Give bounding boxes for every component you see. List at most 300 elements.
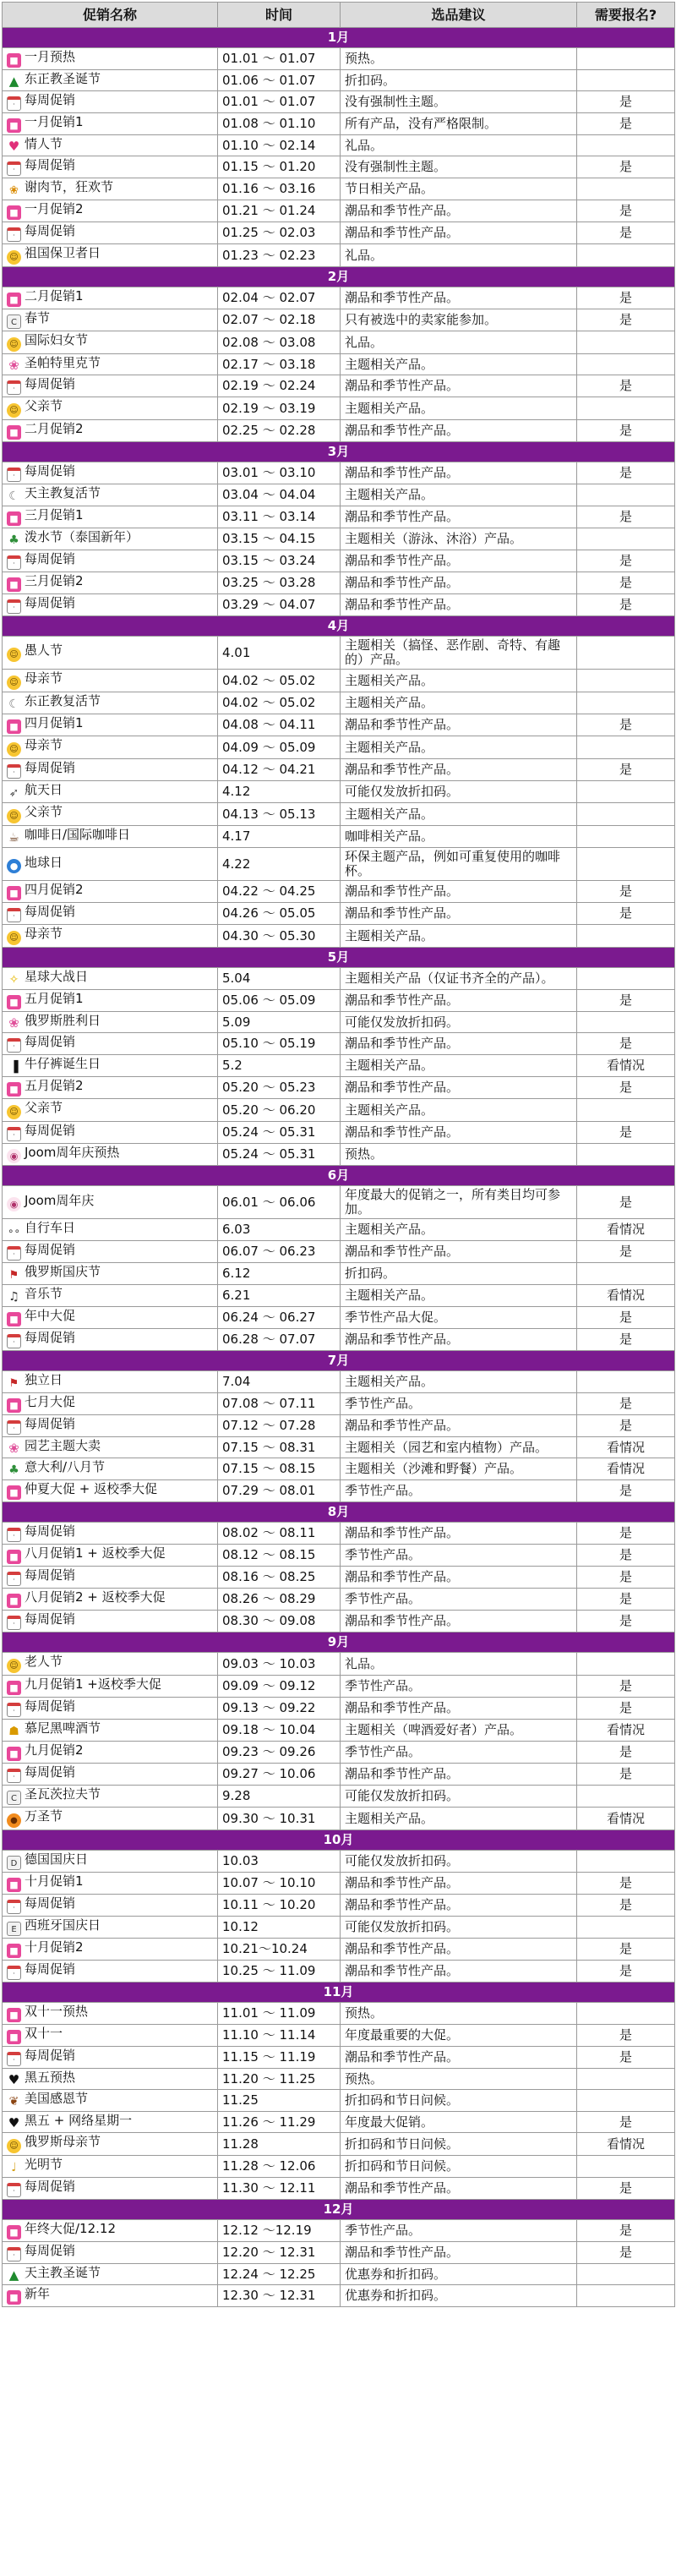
calendar-icon: · (7, 1127, 21, 1141)
registration-required (577, 1144, 675, 1166)
registration-required (577, 397, 675, 420)
registration-required (577, 968, 675, 990)
registration-required (577, 803, 675, 826)
promotion-time: 10.03 (218, 1851, 341, 1873)
registration-required (577, 1099, 675, 1122)
selection-suggestion: 潮品和季节性产品。 (341, 420, 577, 442)
promotion-name: 每周促销 (25, 92, 76, 107)
table-row (3, 528, 675, 550)
promotion-name-cell (3, 484, 218, 506)
promotion-name-cell (3, 200, 218, 222)
promotion-name-cell (3, 1611, 218, 1633)
table-row (3, 1371, 675, 1393)
selection-suggestion: 折扣码。 (341, 70, 577, 91)
table-row (3, 550, 675, 572)
promotion-time: 04.13 ～ 05.13 (218, 803, 341, 826)
table-row (3, 1653, 675, 1676)
bicycle-icon: ∘∘ (7, 1225, 21, 1237)
d-box-icon: D (7, 1856, 21, 1870)
selection-suggestion: 潮品和季节性产品。 (341, 1961, 577, 1983)
month-label: 8月 (3, 1502, 675, 1523)
table-row (3, 178, 675, 200)
promotion-name-cell (3, 1012, 218, 1033)
selection-suggestion: 主题相关产品。 (341, 1371, 577, 1393)
promotion-name-cell (3, 113, 218, 135)
promotion-name: 黑五 + 网络星期一 (25, 2113, 133, 2128)
selection-suggestion: 潮品和季节性产品。 (341, 714, 577, 736)
registration-required: 看情况 (577, 1808, 675, 1830)
promotion-time: 02.25 ～ 02.28 (218, 420, 341, 442)
table-row (3, 1122, 675, 1144)
registration-required: 看情况 (577, 2133, 675, 2156)
globe-icon: ● (7, 859, 21, 873)
promotion-name: 老人节 (25, 1654, 63, 1669)
promotion-time: 04.09 ～ 05.09 (218, 736, 341, 759)
promotion-time: 03.04 ～ 04.04 (218, 484, 341, 506)
gift-icon: ■ (7, 2008, 21, 2022)
promotion-time: 02.19 ～ 03.19 (218, 397, 341, 420)
promotion-time: 11.30 ～ 12.11 (218, 2178, 341, 2200)
promotion-name-cell (3, 462, 218, 484)
promotion-name-cell (3, 759, 218, 781)
promotion-name: 每周促销 (25, 2048, 76, 2063)
promotion-time: 05.24 ～ 05.31 (218, 1144, 341, 1166)
month-header-row (3, 948, 675, 968)
promotion-time: 6.21 (218, 1285, 341, 1307)
promotion-name: 母亲节 (25, 926, 63, 941)
table-row (3, 135, 675, 156)
promotion-name-cell (3, 2090, 218, 2112)
promotion-name: 每周促销 (25, 2243, 76, 2258)
jeans-icon: ▐ (9, 1061, 19, 1074)
promotion-time: 10.25 ～ 11.09 (218, 1961, 341, 1983)
face-icon: ☺ (7, 809, 21, 823)
promotion-name-cell (3, 1676, 218, 1698)
registration-required: 看情况 (577, 1720, 675, 1742)
calendar-icon: · (7, 1420, 21, 1435)
table-row (3, 1961, 675, 1983)
promotion-name-cell (3, 1307, 218, 1329)
rocket-icon: ➶ (8, 786, 19, 800)
promotion-name: 新年 (25, 2286, 51, 2301)
cake-icon: ◉ (7, 1197, 21, 1211)
promotion-name: 光明节 (25, 2157, 63, 2172)
registration-required: 是 (577, 420, 675, 442)
registration-required: 是 (577, 759, 675, 781)
registration-required (577, 637, 675, 670)
registration-required: 是 (577, 1329, 675, 1351)
christmas-tree-icon: ▲ (8, 2267, 19, 2283)
registration-required (577, 178, 675, 200)
palm-icon: ♣ (8, 533, 19, 547)
table-row (3, 2156, 675, 2178)
promotion-name: 一月促销1 (25, 114, 84, 129)
promotion-time: 08.02 ～ 08.11 (218, 1523, 341, 1545)
table-row (3, 309, 675, 331)
gift-icon: ■ (7, 1594, 21, 1608)
table-row (3, 420, 675, 442)
selection-suggestion: 潮品和季节性产品。 (341, 462, 577, 484)
table-row (3, 222, 675, 244)
christmas-tree-icon: ▲ (8, 74, 19, 89)
table-row (3, 2242, 675, 2264)
promotion-name-cell (3, 925, 218, 948)
selection-suggestion: 潮品和季节性产品。 (341, 759, 577, 781)
registration-required (577, 2003, 675, 2025)
selection-suggestion: 潮品和季节性产品。 (341, 1939, 577, 1961)
promotion-name: 东正教复活节 (25, 693, 101, 708)
promotion-time: 01.01 ～ 01.07 (218, 91, 341, 113)
promotion-name-cell (3, 70, 218, 91)
table-row (3, 637, 675, 670)
selection-suggestion: 可能仅发放折扣码。 (341, 1917, 577, 1939)
registration-required (577, 244, 675, 267)
registration-required (577, 354, 675, 375)
gift-icon: ■ (7, 995, 21, 1009)
promotion-time: 02.19 ～ 02.24 (218, 375, 341, 397)
table-row (3, 1939, 675, 1961)
promotion-name: 每周促销 (25, 595, 76, 610)
promotion-name: 谢肉节，狂欢节 (25, 179, 114, 194)
registration-required: 是 (577, 1186, 675, 1219)
promotion-time: 4.01 (218, 637, 341, 670)
c-box-icon: C (7, 1791, 21, 1805)
promotion-name: 一月促销2 (25, 201, 84, 216)
selection-suggestion: 季节性产品。 (341, 1589, 577, 1611)
promotion-time: 01.21 ～ 01.24 (218, 200, 341, 222)
promotion-name: 咖啡日/国际咖啡日 (25, 827, 131, 842)
promotion-name: 自行车日 (25, 1220, 76, 1235)
gift-icon: ■ (7, 1681, 21, 1695)
coffee-icon: ☕ (8, 831, 19, 845)
table-row (3, 1895, 675, 1917)
promotion-name: 万圣节 (25, 1808, 63, 1824)
promotion-name-cell (3, 287, 218, 309)
promotion-name-cell (3, 506, 218, 528)
selection-suggestion: 潮品和季节性产品。 (341, 1873, 577, 1895)
promotion-time: 03.29 ～ 04.07 (218, 594, 341, 616)
promotion-name: 星球大战日 (25, 969, 89, 984)
table-row (3, 848, 675, 881)
promotion-name: 双十一 (25, 2026, 63, 2041)
promotion-name: 每周促销 (25, 463, 76, 479)
table-row (3, 70, 675, 91)
promotion-name-cell (3, 1329, 218, 1351)
promotion-time: 11.15 ～ 11.19 (218, 2047, 341, 2069)
table-row (3, 1329, 675, 1351)
calendar-icon: · (7, 1038, 21, 1053)
selection-suggestion: 咖啡相关产品。 (341, 826, 577, 848)
promotion-name-cell (3, 156, 218, 178)
selection-suggestion: 主题相关产品。 (341, 736, 577, 759)
selection-suggestion: 主题相关产品（仅证书齐全的产品）。 (341, 968, 577, 990)
selection-suggestion: 年度最大的促销之一，所有类目均可参加。 (341, 1186, 577, 1219)
selection-suggestion: 所有产品，没有严格限制。 (341, 113, 577, 135)
promotion-name: 每周促销 (25, 760, 76, 775)
month-header-row (3, 2200, 675, 2220)
selection-suggestion: 主题相关产品。 (341, 670, 577, 692)
calendar-icon: · (7, 1528, 21, 1542)
registration-required: 是 (577, 2025, 675, 2047)
promotion-name: 祖国保卫者日 (25, 245, 101, 260)
promotion-name-cell (3, 2025, 218, 2047)
gift-icon: ■ (7, 1878, 21, 1892)
promotion-name: 每周促销 (25, 376, 76, 391)
registration-required (577, 2090, 675, 2112)
flag-icon: ⚑ (8, 1269, 19, 1282)
promotion-name: 五月促销1 (25, 991, 84, 1006)
selection-suggestion: 主题相关（园艺和室内植物）产品。 (341, 1437, 577, 1458)
table-row (3, 759, 675, 781)
promotion-name: 每周促销 (25, 2179, 76, 2194)
face-icon: ☺ (7, 1659, 21, 1673)
promotion-name-cell (3, 637, 218, 670)
registration-required: 是 (577, 1480, 675, 1502)
promotion-time: 11.28 ～ 12.06 (218, 2156, 341, 2178)
selection-suggestion: 潮品和季节性产品。 (341, 1895, 577, 1917)
promotion-time: 01.23 ～ 02.23 (218, 244, 341, 267)
promotion-time: 07.15 ～ 08.31 (218, 1437, 341, 1458)
palm-icon: ♣ (8, 1463, 19, 1477)
selection-suggestion: 主题相关产品。 (341, 1285, 577, 1307)
promotion-name-cell (3, 1939, 218, 1961)
promotion-name-cell (3, 1589, 218, 1611)
promotion-name-cell (3, 1186, 218, 1219)
sparkle-icon: ✧ (8, 973, 19, 987)
carnival-icon: ❀ (9, 184, 19, 197)
promotion-time: 12.12 ～12.19 (218, 2220, 341, 2242)
selection-suggestion: 预热。 (341, 48, 577, 70)
promotion-time: 07.08 ～ 07.11 (218, 1393, 341, 1415)
table-body (3, 28, 675, 2307)
promotion-name-cell (3, 1808, 218, 1830)
selection-suggestion: 折扣码。 (341, 1263, 577, 1285)
table-row (3, 1012, 675, 1033)
month-label: 6月 (3, 1166, 675, 1186)
selection-suggestion: 只有被选中的卖家能参加。 (341, 309, 577, 331)
table-row (3, 1219, 675, 1241)
table-row (3, 692, 675, 714)
promotion-name: 慕尼黑啤酒节 (25, 1720, 101, 1736)
table-row (3, 2133, 675, 2156)
calendar-icon: · (7, 764, 21, 779)
month-label: 12月 (3, 2200, 675, 2220)
registration-required: 是 (577, 91, 675, 113)
selection-suggestion: 可能仅发放折扣码。 (341, 1786, 577, 1808)
face-icon: ☺ (7, 931, 21, 945)
promotion-name: 每周促销 (25, 551, 76, 566)
promotion-name: 每周促销 (25, 1242, 76, 1257)
promotion-time: 01.25 ～ 02.03 (218, 222, 341, 244)
promotion-time: 6.03 (218, 1219, 341, 1241)
selection-suggestion: 潮品和季节性产品。 (341, 1033, 577, 1055)
promotion-name-cell (3, 968, 218, 990)
promotion-time: 02.04 ～ 02.07 (218, 287, 341, 309)
promotion-name-cell (3, 2069, 218, 2090)
selection-suggestion: 礼品。 (341, 135, 577, 156)
promotion-name: 每周促销 (25, 157, 76, 172)
table-row (3, 990, 675, 1012)
promotion-name: 每周促销 (25, 1330, 76, 1345)
promotion-name-cell (3, 1055, 218, 1077)
turkey-icon: ❦ (8, 2095, 19, 2108)
promotion-name: 俄罗斯国庆节 (25, 1264, 101, 1279)
promotion-time: 02.08 ～ 03.08 (218, 331, 341, 354)
promotion-name-cell (3, 2133, 218, 2156)
registration-required: 看情况 (577, 1055, 675, 1077)
promotion-time: 01.10 ～ 02.14 (218, 135, 341, 156)
promotion-name: 九月促销2 (25, 1742, 84, 1758)
registration-required: 是 (577, 506, 675, 528)
promotion-name-cell (3, 550, 218, 572)
promotion-time: 9.28 (218, 1786, 341, 1808)
promotion-name: 三月促销1 (25, 507, 84, 522)
promotion-name-cell (3, 1077, 218, 1099)
promotion-name: 年终大促/12.12 (25, 2221, 116, 2236)
table-row (3, 1144, 675, 1166)
registration-required (577, 1786, 675, 1808)
moon-icon: ☾ (8, 489, 19, 503)
promotion-name: 音乐节 (25, 1286, 63, 1301)
gift-icon: ■ (7, 1082, 21, 1097)
table-row (3, 1415, 675, 1437)
registration-required: 是 (577, 2178, 675, 2200)
month-header-row (3, 616, 675, 637)
promotion-name: 年中大促 (25, 1308, 76, 1323)
registration-required (577, 1851, 675, 1873)
promotion-name: 三月促销2 (25, 573, 84, 588)
selection-suggestion: 折扣码和节日问候。 (341, 2090, 577, 2112)
registration-required: 看情况 (577, 1458, 675, 1480)
selection-suggestion: 季节性产品大促。 (341, 1307, 577, 1329)
promotion-name: Joom周年庆预热 (25, 1145, 120, 1160)
promotion-name: 每周促销 (25, 1123, 76, 1138)
month-label: 1月 (3, 28, 675, 48)
promotion-time: 5.2 (218, 1055, 341, 1077)
face-icon: ☺ (7, 337, 21, 352)
table-row (3, 1851, 675, 1873)
registration-required: 是 (577, 1307, 675, 1329)
table-row (3, 1523, 675, 1545)
table-row (3, 1285, 675, 1307)
selection-suggestion: 季节性产品。 (341, 2220, 577, 2242)
registration-required (577, 2156, 675, 2178)
promotion-name-cell (3, 1099, 218, 1122)
selection-suggestion: 礼品。 (341, 244, 577, 267)
promotion-name-cell (3, 528, 218, 550)
promotion-name: 黑五预热 (25, 2070, 76, 2085)
registration-required: 是 (577, 462, 675, 484)
calendar-icon: · (7, 2183, 21, 2197)
registration-required: 是 (577, 2220, 675, 2242)
promotion-name-cell (3, 1873, 218, 1895)
month-header-row (3, 28, 675, 48)
registration-required (577, 736, 675, 759)
registration-required (577, 1371, 675, 1393)
registration-required: 是 (577, 309, 675, 331)
promotion-name-cell (3, 2047, 218, 2069)
table-row (3, 462, 675, 484)
selection-suggestion: 潮品和季节性产品。 (341, 903, 577, 925)
month-label: 9月 (3, 1633, 675, 1653)
table-row (3, 1764, 675, 1786)
registration-required: 是 (577, 1939, 675, 1961)
registration-required: 看情况 (577, 1285, 675, 1307)
promotion-time: 7.04 (218, 1371, 341, 1393)
month-header-row (3, 1983, 675, 2003)
month-header-row (3, 1502, 675, 1523)
promotion-time: 10.21～10.24 (218, 1939, 341, 1961)
month-label: 2月 (3, 267, 675, 287)
promotion-time: 08.26 ～ 08.29 (218, 1589, 341, 1611)
header-register: 需要报名? (577, 3, 675, 28)
gift-icon: ■ (7, 1747, 21, 1761)
promotion-name-cell (3, 1033, 218, 1055)
promotion-name-cell (3, 48, 218, 70)
table-row (3, 200, 675, 222)
month-header-row (3, 1166, 675, 1186)
promotion-name-cell (3, 420, 218, 442)
registration-required (577, 826, 675, 848)
promotion-name: 双十一预热 (25, 2004, 89, 2019)
selection-suggestion: 主题相关（搞怪、恶作剧、奇特、有趣的）产品。 (341, 637, 577, 670)
promotion-name: 意大利/八月节 (25, 1459, 106, 1474)
table-row (3, 1033, 675, 1055)
table-row (3, 484, 675, 506)
selection-suggestion: 可能仅发放折扣码。 (341, 1012, 577, 1033)
promotion-time: 11.10 ～ 11.14 (218, 2025, 341, 2047)
selection-suggestion: 主题相关产品。 (341, 1219, 577, 1241)
promotion-name: 九月促销1 +返校季大促 (25, 1676, 161, 1692)
promotion-name: 每周促销 (25, 904, 76, 919)
face-icon: ☺ (7, 675, 21, 690)
promotion-time: 11.01 ～ 11.09 (218, 2003, 341, 2025)
promotion-name: 每周促销 (25, 1034, 76, 1049)
music-icon: ♫ (8, 1290, 19, 1304)
gift-icon: ■ (7, 511, 21, 526)
table-row (3, 354, 675, 375)
registration-required (577, 135, 675, 156)
table-row (3, 1458, 675, 1480)
registration-required: 是 (577, 2047, 675, 2069)
table-row (3, 1917, 675, 1939)
promotion-name: 地球日 (25, 854, 63, 870)
selection-suggestion: 潮品和季节性产品。 (341, 990, 577, 1012)
promotion-name: 牛仔裤诞生日 (25, 1056, 101, 1071)
selection-suggestion: 环保主题产品，例如可重复使用的咖啡杯。 (341, 848, 577, 881)
table-row (3, 1186, 675, 1219)
selection-suggestion: 潮品和季节性产品。 (341, 2178, 577, 2200)
promotion-time: 01.01 ～ 01.07 (218, 48, 341, 70)
promotion-time: 07.29 ～ 08.01 (218, 1480, 341, 1502)
promotion-time: 09.30 ～ 10.31 (218, 1808, 341, 1830)
promotion-name: 每周促销 (25, 1895, 76, 1911)
promotion-name: 愚人节 (25, 643, 63, 658)
selection-suggestion: 潮品和季节性产品。 (341, 1523, 577, 1545)
flower-icon: ❀ (8, 358, 19, 373)
registration-required: 是 (577, 1523, 675, 1545)
moon-icon: ☾ (8, 697, 19, 711)
month-label: 11月 (3, 1983, 675, 2003)
promotion-name: 春节 (25, 310, 51, 325)
registration-required: 是 (577, 375, 675, 397)
calendar-icon: · (7, 1703, 21, 1717)
registration-required: 是 (577, 2112, 675, 2133)
calendar-icon: · (7, 380, 21, 395)
promotion-name-cell (3, 91, 218, 113)
registration-required: 是 (577, 1676, 675, 1698)
promotion-name-cell (3, 903, 218, 925)
